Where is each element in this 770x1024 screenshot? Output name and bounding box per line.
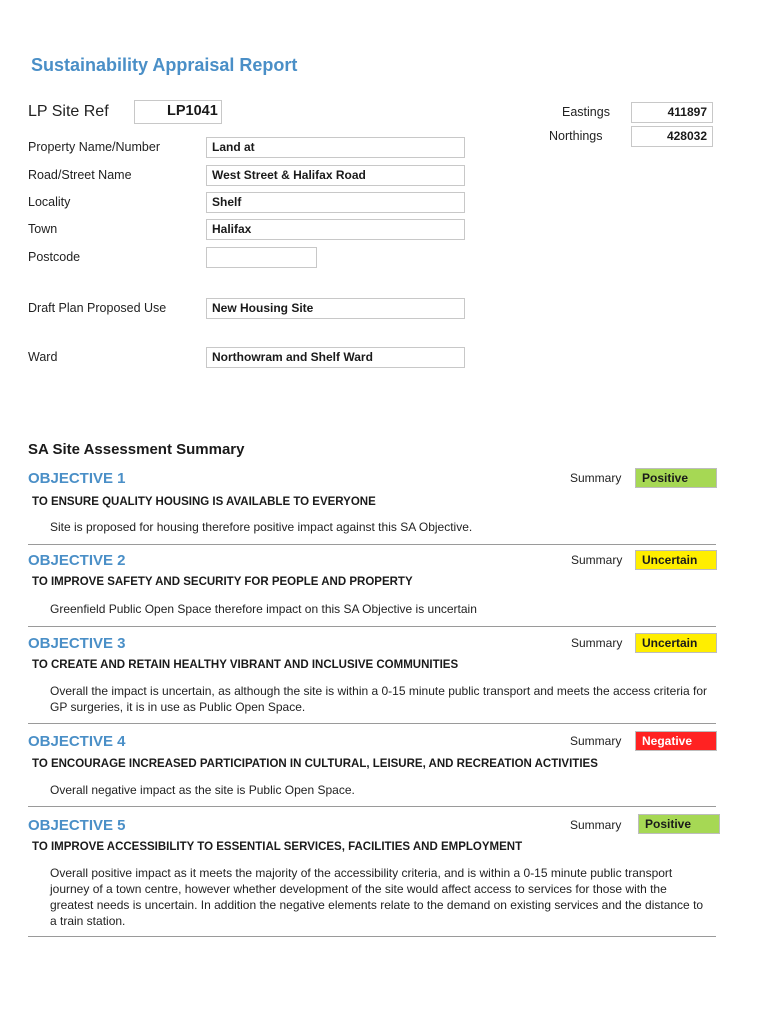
ward-label: Ward	[28, 350, 58, 364]
summary-label: Summary	[571, 636, 623, 650]
divider	[28, 544, 716, 545]
divider	[28, 936, 716, 937]
objective-title: OBJECTIVE 5	[28, 817, 126, 834]
objective-title: OBJECTIVE 1	[28, 470, 126, 487]
report-title: Sustainability Appraisal Report	[31, 55, 298, 75]
town-field: Halifax	[206, 219, 465, 240]
objective-text: Site is proposed for housing therefore positive impact against this SA Objective.	[50, 520, 473, 534]
objective-text: Overall negative impact as the site is Public Open Space.	[50, 783, 355, 797]
objective-title: OBJECTIVE 2	[28, 552, 126, 569]
objective-heading: TO ENSURE QUALITY HOUSING IS AVAILABLE TO EVERYONE	[32, 496, 376, 508]
objective-title: OBJECTIVE 3	[28, 635, 126, 652]
objective-text: Greenfield Public Open Space therefore impact on this SA Objective is uncertain	[50, 602, 477, 616]
road-label: Road/Street Name	[28, 168, 132, 182]
summary-badge: Positive	[638, 814, 720, 834]
divider	[28, 723, 716, 724]
locality-label: Locality	[28, 195, 71, 209]
eastings-label: Eastings	[562, 105, 610, 119]
objective-heading: TO IMPROVE SAFETY AND SECURITY FOR PEOPLE AND PROPERTY	[32, 576, 413, 588]
summary-label: Summary	[570, 734, 622, 748]
eastings-field: 411897	[631, 102, 713, 123]
objective-title: OBJECTIVE 4	[28, 733, 126, 750]
summary-badge: Positive	[635, 468, 717, 488]
property-label: Property Name/Number	[28, 140, 160, 154]
postcode-label: Postcode	[28, 250, 81, 264]
objective-heading: TO ENCOURAGE INCREASED PARTICIPATION IN CULTURAL, LEISURE, AND RECREATION ACTIVITIES	[32, 758, 598, 770]
summary-badge: Uncertain	[635, 550, 717, 570]
objective-heading: TO IMPROVE ACCESSIBILITY TO ESSENTIAL SERVICES, FACILITIES AND EMPLOYMENT	[32, 841, 523, 853]
summary-badge: Negative	[635, 731, 717, 751]
objective-heading: TO CREATE AND RETAIN HEALTHY VIBRANT AND INCLUSIVE COMMUNITIES	[32, 659, 459, 671]
divider	[28, 626, 716, 627]
site-ref-field: LP1041	[134, 100, 222, 124]
property-field: Land at	[206, 137, 465, 158]
objective-text: Overall positive impact as it meets the majority of the accessibility criteria, and is within a 0-15 minute public transport journey of a town centre, however whether development of the site would affect access to services for those with the greatest needs is uncertain. In addition the negative elements relate to the demand on existing services and the distance to a train station.	[50, 866, 704, 928]
summary-label: Summary	[571, 553, 623, 567]
town-label: Town	[28, 222, 58, 236]
ward-field: Northowram and Shelf Ward	[206, 347, 465, 368]
objective-text: Overall the impact is uncertain, as although the site is within a 0-15 minute public transport and meets the access criteria for GP surgeries, it is in use as Public Open Space.	[50, 684, 707, 714]
assessment-section-title: SA Site Assessment Summary	[28, 441, 245, 458]
site-ref-label: LP Site Ref	[28, 103, 109, 120]
summary-badge: Uncertain	[635, 633, 717, 653]
divider	[28, 806, 716, 807]
proposed-use-label: Draft Plan Proposed Use	[28, 301, 167, 315]
proposed-use-field: New Housing Site	[206, 298, 465, 319]
summary-label: Summary	[570, 471, 622, 485]
locality-field: Shelf	[206, 192, 465, 213]
northings-field: 428032	[631, 126, 713, 147]
road-field: West Street & Halifax Road	[206, 165, 465, 186]
northings-label: Northings	[549, 129, 603, 143]
postcode-field	[206, 247, 317, 268]
summary-label: Summary	[570, 818, 622, 832]
